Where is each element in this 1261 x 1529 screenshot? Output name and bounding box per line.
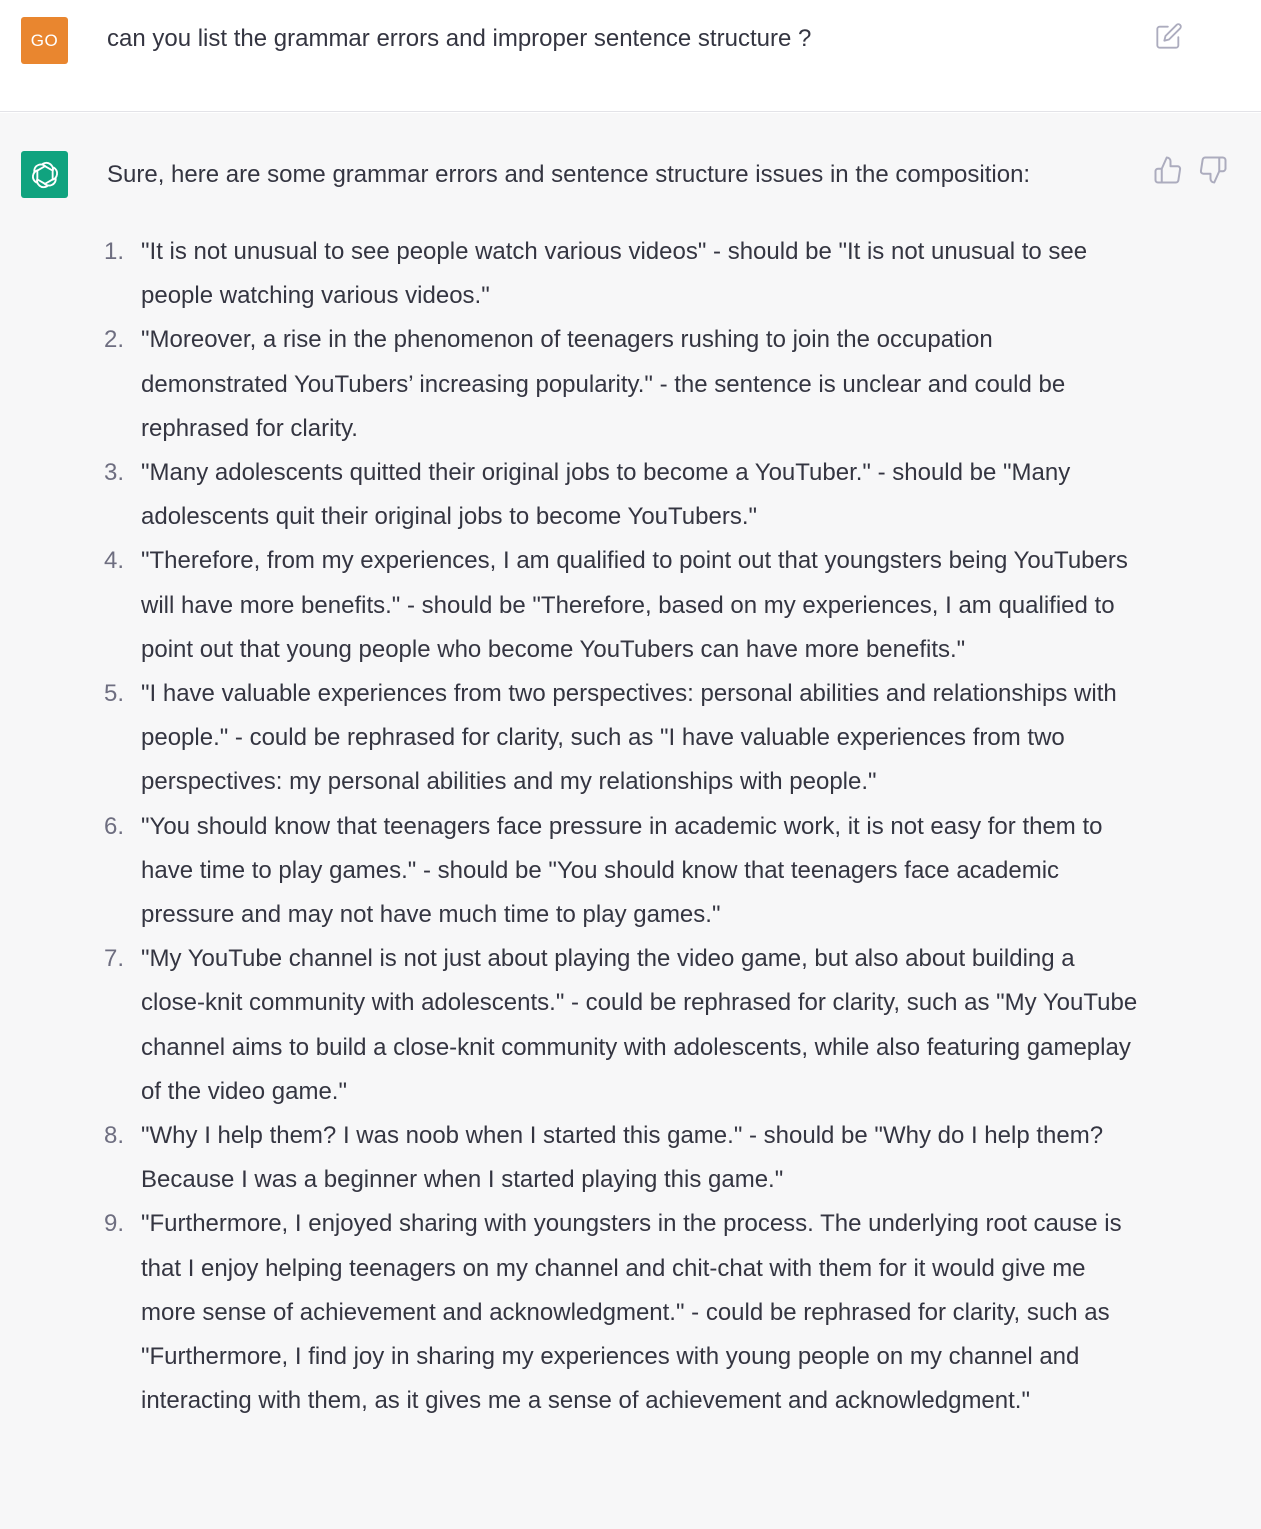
user-message-row <box>0 0 1261 112</box>
list-item <box>0 1114 1145 1202</box>
list-item-number: 5. <box>104 680 125 708</box>
list-item-text: "My YouTube channel is not just about playing the video game, but also about building a close-knit community with adolescents." - could be rephrased for clarity, such as "My YouTube channel aims to build a close-knit community with adolescents, while also featuring gameplay of the video game." <box>141 945 1138 1105</box>
assistant-avatar <box>21 151 68 198</box>
list-item-number: 7. <box>104 945 125 973</box>
edit-icon[interactable] <box>1155 22 1183 50</box>
list-item-text: "You should know that teenagers face pressure in academic work, it is not easy for them to have time to play games." - should be "You should know that teenagers face academic pressure and may not have much time to play games." <box>141 812 1103 929</box>
list-item-number: 4. <box>104 547 125 575</box>
list-item-text: "Why I help them? I was noob when I started this game." - should be "Why do I help them? Because I was a beginner when I started playing this game." <box>141 1122 1104 1194</box>
list-item <box>0 805 1145 938</box>
list-item-text: "Furthermore, I enjoyed sharing with youngsters in the process. The underlying root cause is that I enjoy helping teenagers on my channel and chit-chat with them for it would give me more sense of achievement and acknowledgment." - could be rephrased for clarity, such as "Furthermore, I find joy in sharing my experiences with young people on my channel and interacting with them, as it gives me a sense of achievement and acknowledgment." <box>141 1210 1122 1415</box>
list-item <box>0 1202 1145 1423</box>
list-item <box>0 451 1145 539</box>
grammar-issue-list <box>0 230 1261 1423</box>
list-item-number: 6. <box>104 812 125 840</box>
list-item-number: 1. <box>104 238 125 265</box>
list-item-text: "Many adolescents quitted their original jobs to become a YouTuber." - should be "Many adolescents quit their original jobs to become YouTubers." <box>141 459 1071 531</box>
list-item <box>0 937 1145 1114</box>
user-message-text: can you list the grammar errors and improper sentence structure ? <box>107 25 812 52</box>
list-item-number: 3. <box>104 459 125 487</box>
list-item-number: 2. <box>104 326 125 354</box>
list-item <box>0 672 1145 805</box>
list-item-text: "Moreover, a rise in the phenomenon of teenagers rushing to join the occupation demonstrated YouTubers’ increasing popularity." - the sentence is unclear and could be rephrased for clarity. <box>141 326 1066 442</box>
openai-logo-icon <box>28 158 62 192</box>
list-item <box>0 318 1145 451</box>
user-avatar-initials: GO <box>30 30 59 50</box>
list-item-text: "It is not unusual to see people watch various videos" - should be "It is not unusual to see people watching various videos." <box>141 238 1088 310</box>
list-item-text: "I have valuable experiences from two perspectives: personal abilities and relationships with people." - could be rephrased for clarity, such as "I have valuable experiences from two perspectives: my personal abilities and my relationships with people." <box>141 680 1117 796</box>
list-item <box>0 539 1145 672</box>
assistant-message-row <box>0 113 1261 1529</box>
assistant-intro-text: Sure, here are some grammar errors and sentence structure issues in the composition: <box>107 161 1031 188</box>
list-item-number: 9. <box>104 1210 125 1238</box>
thumbs-up-icon[interactable] <box>1153 155 1183 185</box>
list-item <box>0 230 1145 318</box>
thumbs-down-icon[interactable] <box>1198 155 1228 185</box>
list-item-text: "Therefore, from my experiences, I am qualified to point out that youngsters being YouTubers will have more benefits." - should be "Therefore, based on my experiences, I am qualified to point out that young people who become YouTubers can have more benefits." <box>141 547 1128 663</box>
list-item-number: 8. <box>104 1122 125 1150</box>
user-avatar <box>21 17 68 64</box>
